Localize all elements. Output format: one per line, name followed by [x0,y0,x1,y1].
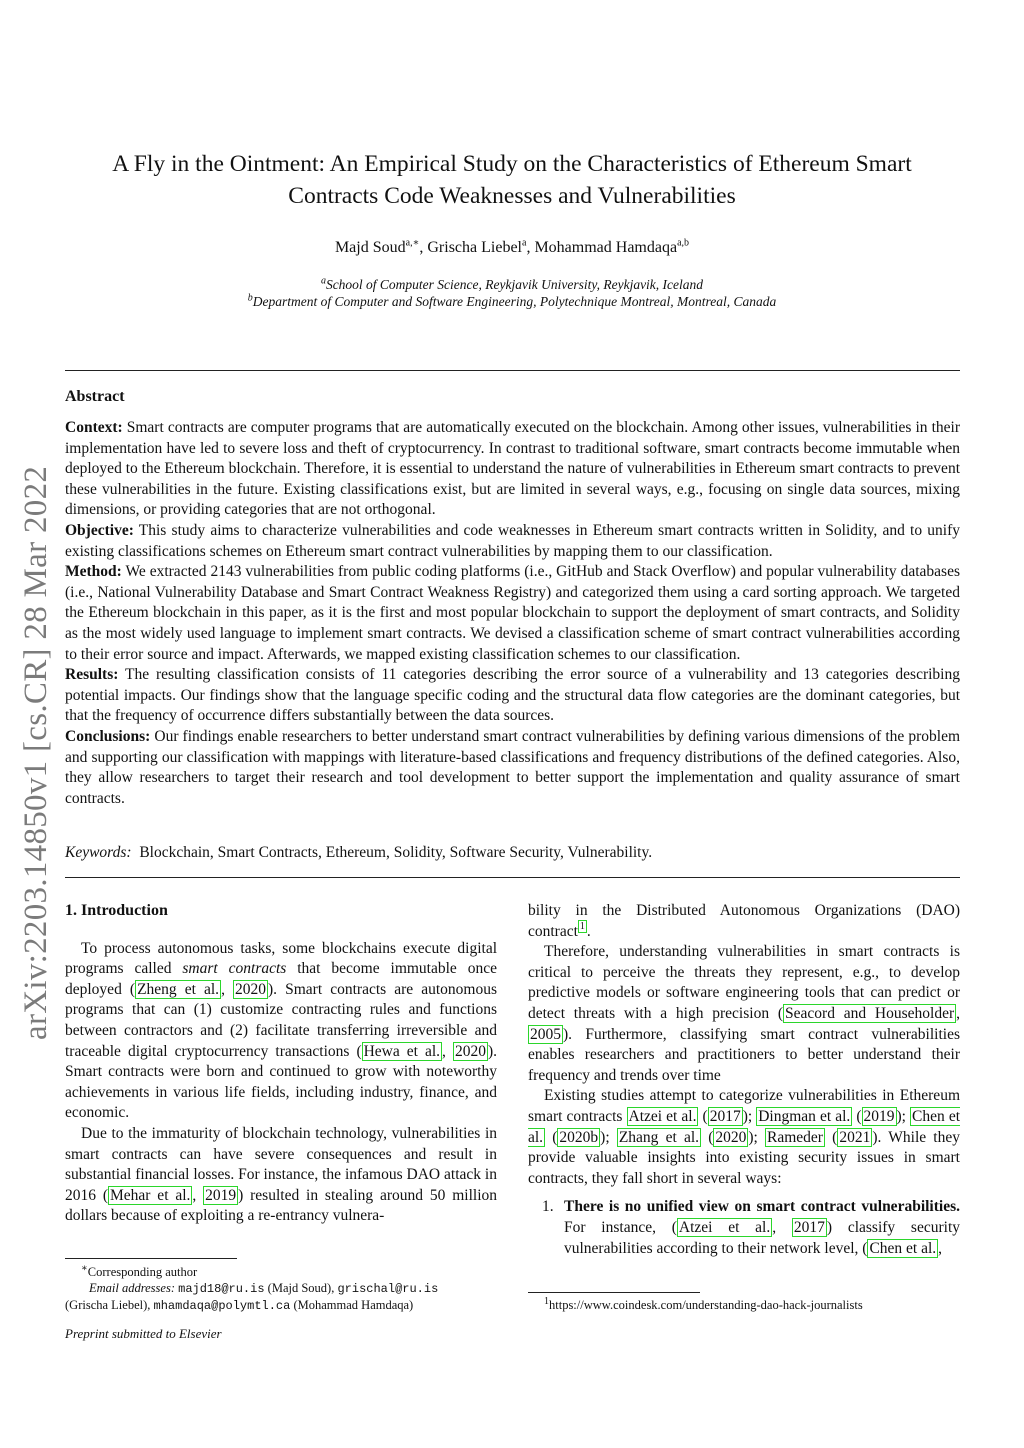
shortcomings-list [528,1197,960,1259]
affil-mark: a [320,275,326,287]
footnote-1 [544,1297,863,1313]
paper-title [65,148,959,212]
affil-text: Department of Computer and Software Engineering, Polytechnique Montreal, Montreal, Canada [252,294,777,309]
author-affil-mark: a [522,237,527,249]
corresponding-author-footnote [65,1264,497,1314]
abstract-context [65,418,960,521]
results-label: Results: [65,666,119,684]
preprint-notice: Preprint submitted to Elsevier [65,1326,222,1341]
footnote-link[interactable]: 1 [579,921,585,933]
email-link[interactable]: mhamdaqa@polymtl.ca [153,1299,291,1313]
arxiv-identifier: arXiv:2203.14850v1 [cs.CR] 28 Mar 2022 [18,465,54,1040]
citation-link[interactable]: Zheng et al. [137,980,220,998]
citation-link[interactable]: Atzei et al. [628,1107,697,1125]
abstract-method [65,562,960,665]
citation-link[interactable]: 2005 [530,1025,561,1043]
left-column [65,901,497,1227]
citation-link[interactable]: Seacord and Householder [785,1004,955,1022]
list-item: There is no unified view on smart contract vulnerabilities. For instance, ( Atzei et al. , 2017 ) classify security vulnerabilities according to their network level, ( Chen et al. , [564,1198,960,1257]
footnote-mark: ∗ [81,1262,88,1274]
list-number: 1. [542,1198,554,1216]
citation-link[interactable]: Chen et al. [869,1239,937,1257]
email-line: Email addresses: majd18@ru.is (Majd Soud), grischal@ru.is [89,1281,439,1296]
objective-text: This study aims to characterize vulnerabilities and code weaknesses in Ethereum smart contracts written in Solidity, and to unify existing classifications schemes on Ethereum smart contract vulnerabilities by mapping them to our classification. [65,521,960,560]
affiliation-b [65,293,959,310]
intro-paragraph-4: Existing studies attempt to categorize vulnerabilities in Ethereum smart contracts Atzei et al. ( 2017 ); Dingman et al. ( 2019 ); Chen et al. ( 2020b ); Zhang et al. ( 2020 ); Rameder ( 2021 ). While they provide valuable insights into existing security issues in smart contracts, they fall short in several ways: [528,1087,961,1187]
context-label: Context: [65,419,123,436]
emphasis: smart contracts [182,960,287,978]
intro-paragraph-2: Due to the immaturity of blockchain technology, vulnerabilities in smart contracts can have severe consequences and result in substantial financial losses. For instance, the infamous DAO attack in 2016 ( Mehar et al. , 2019 ) resulted in stealing around 50 million dollars because of exploiting a re-entrancy vulnera- [65,1124,497,1225]
footnote-rule-left [65,1258,237,1259]
list-item-heading: There is no unified view on smart contract vulnerabilities. [564,1198,960,1216]
citation-link[interactable]: 2020 [715,1128,747,1146]
corresponding-author-line [65,1264,497,1280]
citation-link[interactable]: Rameder [767,1128,823,1146]
method-text: We extracted 2143 vulnerabilities from public coding platforms (i.e., GitHub and Stack Overflow) and popular vulnerability databases (i.e., National Vulnerability Database and Smart Contract Weakness Registry) and categorized them using a card sorting approach. We targeted the Ethereum blockchain in this paper, as it is the first and most popular blockchain to support the deployment of smart contracts, and Solidity as the most widely used language to implement smart contracts. We devised a classification scheme of smart contract vulnerabilities according to their error source and impact. Afterwards, we mapped existing classification schemes to our classification. [65,563,960,663]
abstract-results [65,665,960,727]
citation-link[interactable]: Chen et al. [528,1107,961,1146]
citation-link[interactable]: 2021 [839,1128,871,1146]
footnote-text: Corresponding author [87,1265,198,1279]
title-line-1: A Fly in the Ointment: An Empirical Study on the Characteristics of Ethereum Smart [112,151,912,177]
citation-link[interactable]: 2020 [235,980,267,998]
keywords-label: Keywords: [65,844,132,861]
affil-text: School of Computer Science, Reykjavik University, Reykjavik, Iceland [325,277,704,292]
right-column [528,901,960,1259]
objective-label: Objective: [65,521,134,539]
author-affil-mark: a,∗ [405,237,420,249]
affiliations [65,276,959,310]
citation-link[interactable]: 2017 [793,1218,825,1236]
email-line-continued: (Grischa Liebel), mhamdaqa@polymtl.ca (Mohammad Hamdaqa) [65,1298,414,1313]
citation-link[interactable]: 2019 [863,1107,895,1125]
citation-link[interactable]: Mehar et al. [110,1186,191,1204]
abstract-heading: Abstract [65,388,125,405]
keywords [65,843,960,864]
conclusions-label: Conclusions: [65,727,151,745]
intro-paragraph-1: To process autonomous tasks, some blockchains execute digital programs called smart contracts that become immutable once deployed ( Zheng et al. , 2020 ). Smart contracts are autonomous programs that can (1) customize contracting rules and functions between contractors and (2) facilitate transferring irreversible and traceable digital cryptocurrency transactions ( Hewa et al. , 2020 ). Smart contracts were born and continued to grow with noteworthy achievements in various life fields, including industry, finance, and economic. [65,939,498,1122]
author-name: Mohammad Hamdaqa [534,239,678,256]
citation-link[interactable]: Atzei et al. [678,1218,771,1236]
abstract-objective [65,521,960,562]
email-link[interactable]: majd18@ru.is [178,1282,265,1296]
citation-link[interactable]: 2020 [454,1042,486,1060]
footnote-url[interactable]: https://www.coindesk.com/understanding-dao-hack-journalists [549,1298,863,1312]
citation-link[interactable]: Zhang et al. [618,1128,700,1146]
footnote-rule-right [528,1292,700,1293]
citation-link[interactable]: Dingman et al. [758,1107,851,1125]
author-list: Majd Soud$^{a,∗}$, Grischa Liebel$^a$, Mohammad Hamdaqa$^{a,b}$ [334,237,690,256]
citation-link[interactable]: 2020b [559,1128,599,1146]
context-text: Smart contracts are computer programs that are automatically executed on the blockchain. Among other issues, vulnerabilities in their implementation have led to severe loss and theft of cryptocurrency. In contrast to traditional software, smart contracts become immutable when deployed to the Ethereum blockchain. Therefore, it is essential to understand the nature of vulnerabilities in Ethereum smart contracts to prevent these vulnerabilities in the future. Existing classifications exist, but are limited in several ways, e.g., focusing on single data sources, mixing dimensions, or providing categories that are not orthogonal. [65,419,961,519]
abstract-conclusions [65,727,960,809]
citation-link[interactable]: 2019 [205,1186,237,1204]
footnote-mark: 1 [544,1295,549,1307]
affil-mark: b [247,292,253,304]
results-text: The resulting classification consists of 11 categories describing the error source of a vulnerability and 13 categories describing potential impacts. Our findings show that the language specific coding and the structural data flow categories are the dominant categories, but that the frequency of occurrence differs substantially between the data sources. [65,666,960,725]
intro-paragraph-3: Therefore, understanding vulnerabilities in smart contracts is critical to perceive the threats they represent, e.g., to develop predictive models or software engineering tools that can predict or detect threats with a high precision ( Seacord and Householder , 2005 ). Furthermore, classifying smart contract vulnerabilities enables researchers and practitioners to better understand their frequency and trends over time [528,943,960,1084]
author-name: Grischa Liebel [427,239,522,256]
conclusions-text: Our findings enable researchers to better understand smart contract vulnerabilities by defining various dimensions of the problem and supporting our classification with mappings with literature-based classifications and frequency distributions of the defined categories. Also, they allow researchers to target their research and tool development to better support the implementation and quality assurance of smart contracts. [65,727,961,807]
title-line-2: Contracts Code Weaknesses and Vulnerabilities [288,183,736,209]
author-name: Majd Soud [334,239,406,256]
keywords-text: Blockchain, Smart Contracts, Ethereum, Solidity, Software Security, Vulnerability. [139,844,653,861]
affiliation-a [65,276,959,293]
section-heading-introduction: 1. Introduction [65,902,168,919]
method-label: Method: [65,563,122,581]
abstract-body [65,418,960,809]
citation-link[interactable]: 2017 [709,1107,741,1125]
intro-paragraph-2-continued: bility in the Distributed Autonomous Organizations (DAO) contract $^1$ . [528,902,960,940]
abstract-top-rule [65,370,960,371]
email-link[interactable]: grischal@ru.is [337,1282,439,1296]
citation-link[interactable]: Hewa et al. [363,1042,441,1060]
author-affil-mark: a,b [677,237,690,249]
email-label: Email addresses: [89,1281,175,1295]
abstract-bottom-rule [65,877,960,878]
